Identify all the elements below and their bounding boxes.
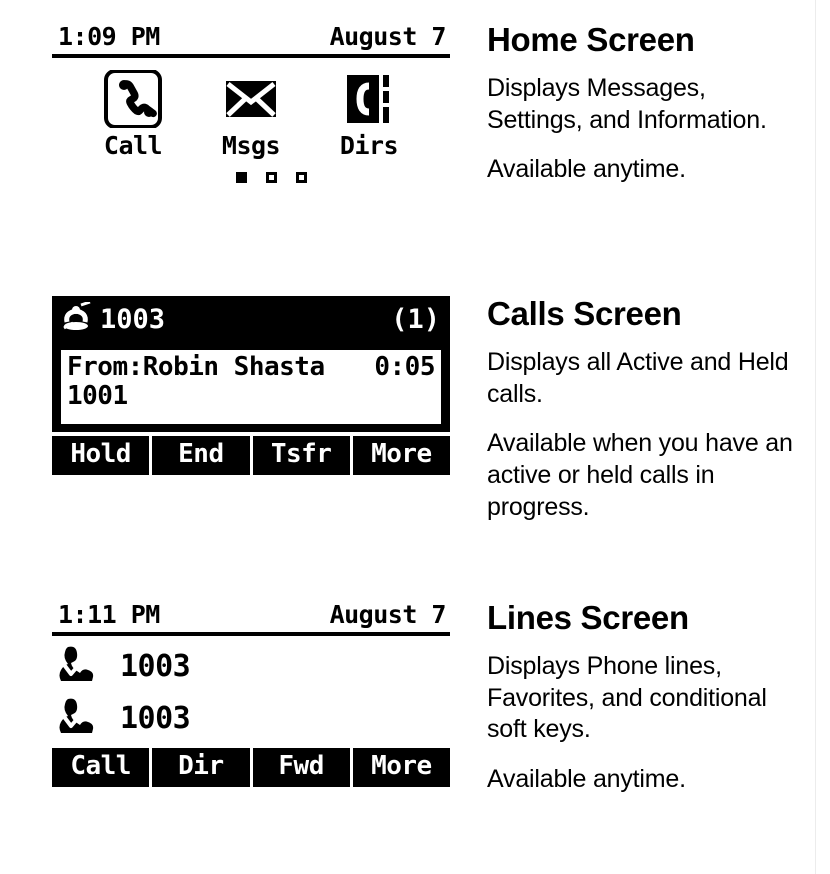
- note-home-paragraph-1: Displays Messages, Settings, and Information.: [487, 73, 767, 134]
- home-icon-msgs[interactable]: [199, 68, 303, 160]
- home-icon-dirs-label: Dirs: [339, 131, 399, 160]
- calls-header-count: (1): [391, 303, 440, 335]
- home-icon-call[interactable]: [81, 68, 185, 160]
- note-home-title: Home Screen: [487, 21, 695, 58]
- calls-header-left: [60, 302, 165, 336]
- call-caller-name: From:Robin Shasta: [67, 352, 325, 382]
- note-calls-paragraph-1: Displays all Active and Held calls.: [487, 347, 789, 408]
- lines-list: [52, 636, 450, 744]
- note-lines-title: Lines Screen: [487, 599, 689, 636]
- calls-header-line-number: 1003: [100, 303, 166, 335]
- page-dot-2[interactable]: [266, 172, 277, 183]
- home-icon-msgs-label: Msgs: [221, 131, 281, 160]
- call-entry-frame: [52, 342, 450, 432]
- home-icon-grid: [52, 58, 450, 160]
- lines-softkey-bar: [52, 748, 450, 787]
- calls-header-bar: [52, 296, 450, 342]
- page-dot-3[interactable]: [296, 172, 307, 183]
- page-dot-1[interactable]: [236, 172, 247, 183]
- note-lines-paragraph-2: Available anytime.: [487, 765, 686, 794]
- softkey-more-calls[interactable]: More: [353, 436, 450, 475]
- phone-lcd-calls: [52, 296, 450, 475]
- note-home-paragraph-2: Available anytime.: [487, 155, 686, 184]
- note-calls-title: Calls Screen: [487, 295, 682, 332]
- registered-line-icon: [56, 696, 98, 740]
- home-icon-call-label: Call: [103, 131, 163, 160]
- softkey-hold[interactable]: Hold: [52, 436, 149, 475]
- page-edge-rule: [815, 0, 816, 874]
- home-page-indicator: [52, 172, 450, 183]
- softkey-end[interactable]: End: [152, 436, 249, 475]
- line-item-2-number: 1003: [120, 700, 191, 736]
- home-status-bar: [52, 22, 450, 58]
- lines-status-bar: [52, 600, 450, 636]
- softkey-fwd[interactable]: Fwd: [253, 748, 350, 787]
- softkey-call[interactable]: Call: [52, 748, 149, 787]
- phone-lcd-lines: [52, 600, 450, 787]
- phone-lcd-home: [52, 22, 450, 183]
- note-calls-screen: [487, 296, 807, 524]
- note-home-screen: [487, 22, 807, 186]
- note-lines-paragraph-1: Displays Phone lines, Favorites, and conditional soft keys.: [487, 651, 767, 744]
- calls-softkey-bar: [52, 436, 450, 475]
- lines-status-date: August 7: [329, 600, 446, 629]
- call-entry[interactable]: [58, 347, 444, 427]
- registered-line-icon: [56, 644, 98, 688]
- line-item-2[interactable]: [52, 692, 450, 744]
- home-status-time: 1:09 PM: [58, 22, 160, 51]
- softkey-tsfr[interactable]: Tsfr: [253, 436, 350, 475]
- lines-status-time: 1:11 PM: [58, 600, 160, 629]
- call-entry-top-line: [67, 353, 435, 382]
- softkey-dir[interactable]: Dir: [152, 748, 249, 787]
- active-call-handset-icon: [60, 302, 92, 336]
- phone-handset-icon: [104, 68, 162, 130]
- home-icon-dirs[interactable]: [317, 68, 421, 160]
- note-lines-screen: [487, 600, 807, 796]
- home-status-date: August 7: [329, 22, 446, 51]
- call-caller-number: 1001: [67, 381, 128, 412]
- call-duration: 0:05: [374, 352, 435, 382]
- line-item-1[interactable]: [52, 640, 450, 692]
- note-calls-paragraph-2: Available when you have an active or held calls in progress.: [487, 429, 793, 521]
- envelope-icon: [225, 68, 277, 130]
- softkey-more-lines[interactable]: More: [353, 748, 450, 787]
- line-item-1-number: 1003: [120, 648, 191, 684]
- directory-book-icon: [345, 68, 393, 130]
